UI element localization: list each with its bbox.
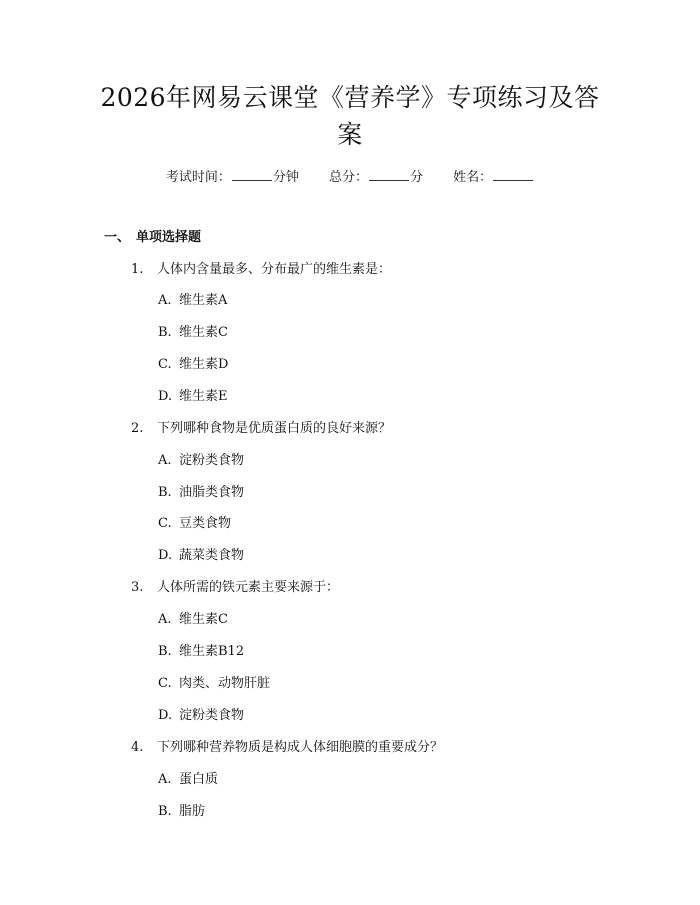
question-2-option-b [158, 484, 244, 502]
question-1-option-b [158, 324, 228, 342]
section-heading [104, 229, 201, 247]
exam-time-field [166, 168, 299, 187]
question-3 [131, 579, 339, 597]
page-title-line-1: 2026年网易云课堂《营养学》专项练习及答 [100, 83, 600, 112]
question-number: 4. [131, 740, 144, 755]
total-score-label: 总分： [328, 170, 368, 185]
question-4 [131, 739, 443, 757]
option-letter: D. [158, 548, 173, 563]
exam-time-label: 考试时间： [165, 170, 231, 185]
option-letter: D. [158, 389, 173, 404]
total-score-field [329, 168, 423, 187]
option-letter: B. [158, 325, 172, 340]
option-text: 豆类食物 [179, 516, 232, 531]
exam-time-blank [232, 168, 272, 181]
section-number: 一、 [104, 230, 131, 245]
option-letter: C. [158, 516, 172, 531]
question-4-option-a [158, 771, 218, 789]
question-3-option-b [158, 643, 244, 661]
option-text: 维生素C [179, 325, 228, 340]
option-letter: A. [158, 453, 172, 468]
option-letter: B. [158, 485, 172, 500]
question-1-option-c [158, 356, 228, 374]
exam-info-line [0, 168, 700, 187]
question-number: 2. [131, 421, 144, 436]
option-text: 蛋白质 [179, 772, 219, 787]
question-2 [131, 420, 391, 438]
page-title-line-2: 案 [337, 120, 363, 149]
option-text: 维生素E [179, 389, 228, 404]
question-text: 下列哪种食物是优质蛋白质的良好来源？ [157, 421, 392, 436]
section-title: 单项选择题 [136, 230, 202, 245]
student-name-blank [493, 168, 533, 181]
total-score-blank [369, 168, 409, 181]
option-letter: B. [158, 804, 172, 819]
question-1-option-d [158, 388, 228, 406]
option-letter: B. [158, 644, 172, 659]
option-letter: A. [158, 293, 172, 308]
option-text: 淀粉类食物 [179, 708, 245, 723]
question-4-option-b [158, 803, 205, 821]
question-3-option-c [158, 675, 270, 693]
option-text: 肉类、动物肝脏 [179, 676, 271, 691]
option-text: 维生素C [179, 612, 228, 627]
option-text: 维生素D [179, 357, 229, 372]
student-name-field [453, 168, 534, 187]
option-letter: A. [158, 612, 172, 627]
question-text: 人体内含量最多、分布最广的维生素是： [157, 262, 392, 277]
option-text: 维生素A [179, 293, 228, 308]
question-1-option-a [158, 292, 227, 310]
question-3-option-a [158, 611, 228, 629]
option-text: 油脂类食物 [179, 485, 245, 500]
question-number: 1. [131, 262, 144, 277]
option-letter: C. [158, 676, 172, 691]
question-number: 3. [131, 580, 144, 595]
option-letter: A. [158, 772, 172, 787]
question-2-option-d [158, 547, 244, 565]
option-text: 脂肪 [179, 804, 206, 819]
option-text: 淀粉类食物 [179, 453, 245, 468]
question-3-option-d [158, 707, 244, 725]
total-score-unit: 分 [410, 170, 424, 185]
question-2-option-c [158, 515, 231, 533]
question-1 [131, 261, 391, 279]
student-name-label: 姓名： [453, 170, 493, 185]
option-letter: D. [158, 708, 173, 723]
option-text: 蔬菜类食物 [179, 548, 245, 563]
question-text: 下列哪种营养物质是构成人体细胞膜的重要成分？ [157, 740, 444, 755]
question-text: 人体所需的铁元素主要来源于： [157, 580, 340, 595]
question-2-option-a [158, 452, 244, 470]
option-letter: C. [158, 357, 172, 372]
exam-time-unit: 分钟 [272, 170, 299, 185]
option-text: 维生素B12 [179, 644, 245, 659]
